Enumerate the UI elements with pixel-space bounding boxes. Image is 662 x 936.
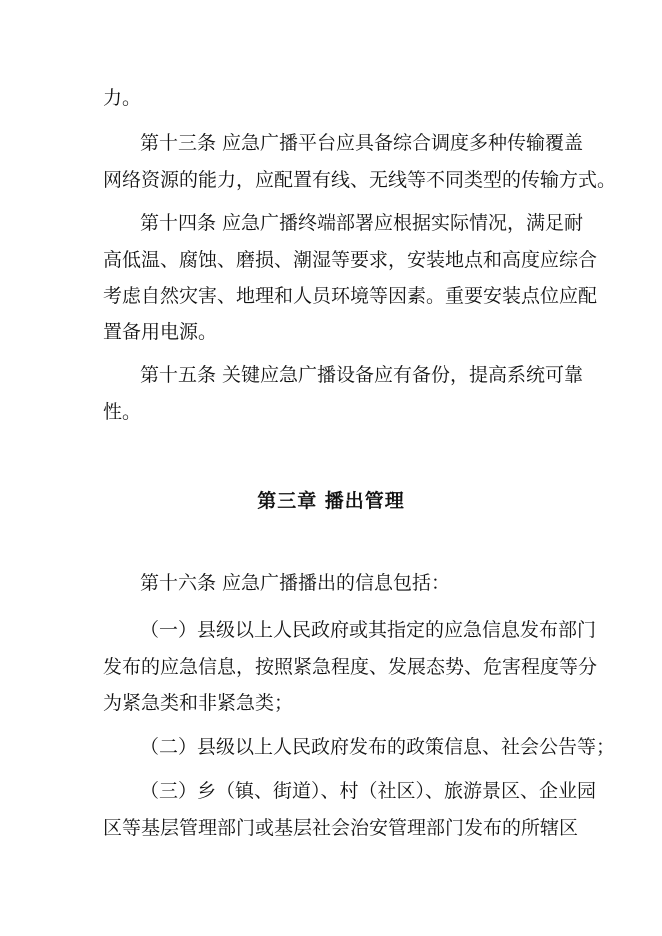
chapter-3-title: 第三章 播出管理 [257,490,405,512]
article-16-line-1: 第十六条 应急广播播出的信息包括： [140,572,451,594]
item-3-line-1: （三）乡（镇、街道）、村（社区）、旅游景区、企业园 [140,780,597,802]
item-2-line-1: （二）县级以上人民政府发布的政策信息、社会公告等； [140,736,616,758]
article-14-line-3: 考虑自然灾害、地理和人员环境等因素。重要安装点位应配 [103,285,598,307]
article-14-line-1: 第十四条 应急广播终端部署应根据实际情况，满足耐 [140,212,584,234]
article-13-line-2: 网络资源的能力，应配置有线、无线等不同类型的传输方式。 [103,169,617,191]
article-14-line-4: 置备用电源。 [103,321,218,343]
item-1-line-3: 为紧急类和非紧急类； [103,692,294,714]
item-1-line-2: 发布的应急信息，按照紧急程度、发展态势、危害程度等分 [103,656,598,678]
article-15-line-1: 第十五条 关键应急广播设备应有备份，提高系统可靠 [140,364,584,386]
paragraph-continuation-line: 力。 [103,87,142,109]
item-1-line-1: （一）县级以上人民政府或其指定的应急信息发布部门 [140,619,597,641]
article-14-line-2: 高低温、腐蚀、磨损、潮湿等要求，安装地点和高度应综合 [103,249,598,271]
article-13-line-1: 第十三条 应急广播平台应具备综合调度多种传输覆盖 [140,132,584,154]
item-3-line-2: 区等基层管理部门或基层社会治安管理部门发布的所辖区 [103,817,579,839]
article-15-line-2: 性。 [103,401,142,423]
